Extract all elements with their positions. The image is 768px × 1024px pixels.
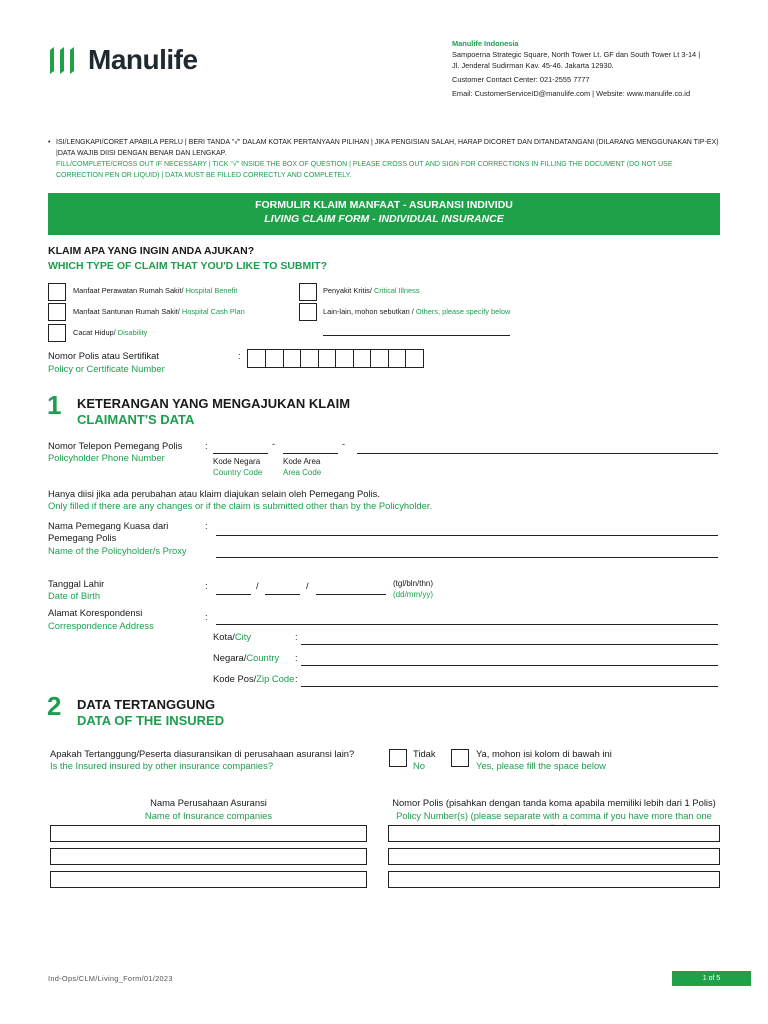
section-1-title-id: KETERANGAN YANG MENGAJUKAN KLAIM xyxy=(77,396,351,411)
proxy-name-field-1[interactable] xyxy=(216,535,718,536)
checkbox-critical-illness[interactable] xyxy=(299,283,317,301)
dob-format-id: (tgl/bln/thn) xyxy=(393,579,434,588)
yes-label-id: Ya, mohon isi kolom di bawah ini xyxy=(476,748,612,759)
phone-label-en: Policyholder Phone Number xyxy=(48,452,165,463)
area-code-label-id: Kode Area xyxy=(283,457,321,466)
dob-label-en: Date of Birth xyxy=(48,590,101,601)
proxy-name-field-2[interactable] xyxy=(216,557,718,558)
instructions-id: ISI/LENGKAPI/CORET APABILA PERLU | BERI TANDA "√" DALAM KOTAK PERTANYAAN PILIHAN | JIKA PENGISIAN SALAH, HARAP DICORET DAN DITANDATANGANI (DILARANG MENGGUNAKAN TIP-EX) |DATA WAJIB DIISI DENGAN BENAR DAN LENGKAP. xyxy=(56,139,719,157)
policy-numbers-input-3[interactable] xyxy=(388,871,720,888)
zip-field[interactable] xyxy=(301,686,718,687)
checkbox-yes[interactable] xyxy=(451,749,469,767)
cell-divider xyxy=(300,350,301,367)
company-col-header-en: Name of Insurance companies xyxy=(144,810,273,821)
form-title-banner xyxy=(48,193,720,235)
page-indicator: 1 of 5 xyxy=(672,971,751,986)
proxy-label-en: Name of the Policyholder/s Proxy xyxy=(48,545,187,556)
country-code-label-id: Kode Negara xyxy=(213,457,261,466)
colon: : xyxy=(238,350,241,361)
other-insurance-question-id: Apakah Tertanggung/Peserta diasuransikan di perusahaan asuransi lain? xyxy=(50,748,355,759)
city-label: Kota/City xyxy=(213,631,252,642)
dob-label-id: Tanggal Lahir xyxy=(48,578,105,589)
policy-numbers-input-2[interactable] xyxy=(388,848,720,865)
zip-label: Kode Pos/Zip Code xyxy=(213,673,295,684)
policy-numbers-input-1[interactable] xyxy=(388,825,720,842)
country-code-field[interactable] xyxy=(213,453,268,454)
country-label: Negara/Country xyxy=(213,652,280,663)
cell-divider xyxy=(283,350,284,367)
section-1-title-en: CLAIMANT'S DATA xyxy=(77,412,195,427)
proxy-note-id: Hanya diisi jika ada perubahan atau klaim diajukan selain oleh Pemegang Polis. xyxy=(48,488,380,499)
colon: : xyxy=(205,611,208,622)
checkbox-hospital-benefit[interactable] xyxy=(48,283,66,301)
proxy-label-id-2: Pemegang Polis xyxy=(48,532,117,543)
manulife-logo-icon xyxy=(48,44,78,74)
cell-divider xyxy=(370,350,371,367)
yes-label-en: Yes, please fill the space below xyxy=(476,760,606,771)
no-label-id: Tidak xyxy=(413,748,436,759)
company-name-input-3[interactable] xyxy=(50,871,367,888)
policy-number-label-en: Policy or Certificate Number xyxy=(48,363,165,374)
policy-number-input[interactable] xyxy=(247,349,424,368)
cell-divider xyxy=(335,350,336,367)
dash: - xyxy=(342,438,346,449)
option-critical-illness: Penyakit Kritis/ Critical Illness xyxy=(323,286,420,295)
slash: / xyxy=(256,580,259,591)
section-2-title-id: DATA TERTANGGUNG xyxy=(77,697,216,712)
checkbox-disability[interactable] xyxy=(48,324,66,342)
cell-divider xyxy=(318,350,319,367)
option-hospital-benefit: Manfaat Perawatan Rumah Sakit/ Hospital Benefit xyxy=(73,286,238,295)
other-insurance-question-en: Is the Insured insured by other insurance companies? xyxy=(50,760,274,771)
claim-question-en: WHICH TYPE OF CLAIM THAT YOU'D LIKE TO SUBMIT? xyxy=(48,260,327,272)
colon: : xyxy=(295,652,298,663)
cell-divider xyxy=(265,350,266,367)
logo-text: Manulife xyxy=(88,44,198,75)
dob-month-field[interactable] xyxy=(265,594,300,595)
country-code-label-en: Country Code xyxy=(213,468,263,477)
address-label-id: Alamat Korespondensi xyxy=(48,607,143,618)
colon: : xyxy=(295,673,298,684)
policyno-col-header-id: Nomor Polis (pisahkan dengan tanda koma apabila memiliki lebih dari 1 Polis) xyxy=(392,797,716,808)
slash: / xyxy=(306,580,309,591)
option-others: Lain-lain, mohon sebutkan / Others, please specify below xyxy=(323,307,511,316)
area-code-field[interactable] xyxy=(283,453,338,454)
address-field[interactable] xyxy=(216,624,718,625)
dob-day-field[interactable] xyxy=(216,594,251,595)
cell-divider xyxy=(353,350,354,367)
contact-line: Customer Contact Center: 021-2555 7777 xyxy=(452,75,590,84)
proxy-label-id-1: Nama Pemegang Kuasa dari xyxy=(48,520,169,531)
policy-number-label-id: Nomor Polis atau Sertifikat xyxy=(48,350,159,361)
option-disability: Cacat Hidup/ Disability xyxy=(73,328,148,337)
form-title-id: FORMULIR KLAIM MANFAAT - ASURANSI INDIVIDU xyxy=(255,199,513,211)
colon: : xyxy=(205,520,208,531)
option-hospital-cash-plan: Manfaat Santunan Rumah Sakit/ Hospital Cash Plan xyxy=(73,307,245,316)
others-specify-field[interactable] xyxy=(323,335,510,336)
proxy-note-en: Only filled if there are any changes or if the claim is submitted other than by the Policyholder. xyxy=(48,500,433,511)
section-1-number: 1 xyxy=(47,390,62,420)
phone-number-field[interactable] xyxy=(357,453,718,454)
dob-format-en: (dd/mm/yy) xyxy=(393,590,433,599)
company-info xyxy=(452,38,700,99)
company-name-input-2[interactable] xyxy=(50,848,367,865)
city-field[interactable] xyxy=(301,644,718,645)
colon: : xyxy=(205,580,208,591)
company-col-header-id: Nama Perusahaan Asuransi xyxy=(150,797,267,808)
dash: - xyxy=(272,438,276,449)
instructions-en: FILL/COMPLETE/CROSS OUT IF NECESSARY | TICK "√" INSIDE THE BOX OF QUESTION | PLEASE CROSS OUT AND SIGN FOR CORRECTIONS IN FILLING THE DOCUMENT (DO NOT USE CORRECTION PEN OR LIQUID) | DATA MUST BE FILLED CORRECTLY AND COMPLETELY. xyxy=(56,161,673,179)
company-name: Manulife Indonesia xyxy=(452,39,519,48)
company-name-input-1[interactable] xyxy=(50,825,367,842)
form-code: Ind-Ops/CLM/Living_Form/01/2023 xyxy=(48,974,173,983)
claim-question-id: KLAIM APA YANG INGIN ANDA AJUKAN? xyxy=(48,245,255,257)
colon: : xyxy=(205,440,208,451)
address-line-1: Sampoerna Strategic Square, North Tower Lt. GF dan South Tower Lt 3-14 | xyxy=(452,50,701,59)
country-field[interactable] xyxy=(301,665,718,666)
section-2-number: 2 xyxy=(47,691,62,721)
bullet: • xyxy=(48,139,51,146)
instructions xyxy=(48,137,720,181)
colon: : xyxy=(295,631,298,642)
cell-divider xyxy=(405,350,406,367)
checkbox-no[interactable] xyxy=(389,749,407,767)
address-line-2: Jl. Jenderal Sudirman Kav. 45-46. Jakarta 12930. xyxy=(452,61,614,70)
no-label-en: No xyxy=(413,760,425,771)
address-label-en: Correspondence Address xyxy=(48,620,154,631)
dob-year-field[interactable] xyxy=(316,594,386,595)
email-website-line: Email: CustomerServiceID@manulife.com | Website: www.manulife.co.id xyxy=(452,89,691,98)
cell-divider xyxy=(388,350,389,367)
policyno-col-header-en: Policy Number(s) (please separate with a comma if you have more than one xyxy=(396,810,712,821)
section-2-title-en: DATA OF THE INSURED xyxy=(77,713,225,728)
area-code-label-en: Area Code xyxy=(283,468,322,477)
form-title-en: LIVING CLAIM FORM - INDIVIDUAL INSURANCE xyxy=(264,213,504,225)
checkbox-hospital-cash-plan[interactable] xyxy=(48,303,66,321)
checkbox-others[interactable] xyxy=(299,303,317,321)
phone-label-id: Nomor Telepon Pemegang Polis xyxy=(48,440,183,451)
